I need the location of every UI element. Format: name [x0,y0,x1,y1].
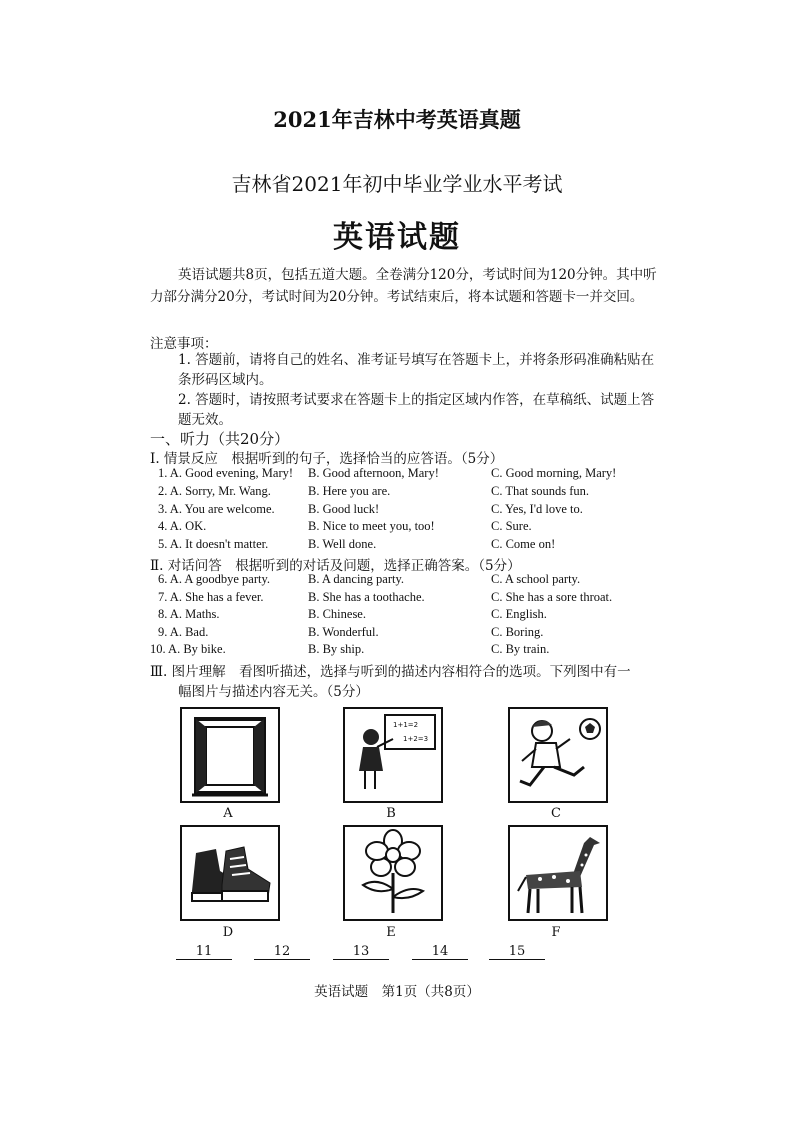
picture-label: E [386,925,396,940]
question-option: B. Wonderful. [308,625,379,639]
notice-item: 1. 答题前，请将自己的姓名、准考证号填写在答题卡上，并将条形码准确粘贴在条形码区域内。 [178,352,655,388]
part3-heading-cont: 幅图片与描述内容无关。（5分） [178,684,369,700]
paper-title: 英语试题 [333,220,461,255]
intro-paragraph: 英语试题共8页，包括五道大题。全卷满分120分，考试时间为120分钟。其中听力部分满分20分，考试时间为20分钟。考试结束后，将本试题和答题卡一并交回。 [150,267,657,305]
question-option: B. A dancing party. [308,572,405,586]
picture-e [343,825,443,921]
question-option: C. Boring. [491,625,544,639]
picture-d [180,825,280,921]
question-option: B. Here you are. [308,484,391,498]
question-option: 7. A. She has a fever. [158,590,264,604]
soccer-boy-icon [510,709,606,801]
question-option: B. By ship. [308,642,365,656]
question-option: B. Good afternoon, Mary! [308,466,439,480]
picture-label: C [551,806,561,821]
sneakers-icon [182,827,278,919]
question-option: 2. A. Sorry, Mr. Wang. [158,484,271,498]
flower-icon [345,827,441,919]
question-option: 5. A. It doesn't matter. [158,537,269,551]
question-option: B. She has a toothache. [308,590,425,604]
giraffe-icon [510,827,606,919]
question-option: 9. A. Bad. [158,625,209,639]
question-option: 6. A. A goodbye party. [158,572,271,586]
picture-a [180,707,280,803]
part1-heading: Ⅰ. 情景反应 根据听到的句子，选择恰当的应答语。（5分） [150,451,504,467]
picture-label: F [551,925,561,940]
picture-label: B [386,806,396,821]
notice-item: 2. 答题时，请按照考试要求在答题卡上的指定区域内作答，在草稿纸、试题上答题无效。 [178,392,655,428]
board-equation: 1+1=2 [393,721,419,729]
board-equation: 1+2=3 [403,735,429,743]
document-title: 2021年吉林中考英语真题 [273,107,521,132]
question-option: C. Sure. [491,519,532,533]
notice-label: 注意事项： [150,336,218,352]
question-option: C. By train. [491,642,550,656]
question-option: B. Nice to meet you, too! [308,519,435,533]
answer-blank: 11 [176,944,232,960]
question-option: C. Yes, I'd love to. [491,502,583,516]
window-icon [182,709,278,801]
question-option: 1. A. Good evening, Mary! [158,466,294,480]
part3-heading: Ⅲ. 图片理解 看图听描述，选择与听到的描述内容相符合的选项。下列图中有一 [150,664,631,680]
question-option: C. English. [491,607,547,621]
question-option: C. Good morning, Mary! [491,466,617,480]
question-option: C. Come on! [491,537,556,551]
question-option: B. Well done. [308,537,377,551]
part2-heading: Ⅱ. 对话问答 根据听到的对话及问题，选择正确答案。（5分） [150,558,521,574]
picture-label: A [223,806,233,821]
question-option: 4. A. OK. [158,519,207,533]
answer-blank: 14 [412,944,468,960]
picture-f [508,825,608,921]
picture-label: D [222,925,234,940]
question-option: 3. A. You are welcome. [158,502,275,516]
question-option: C. That sounds fun. [491,484,590,498]
question-option: C. A school party. [491,572,581,586]
answer-blank: 15 [489,944,545,960]
page-footer: 英语试题 第1页（共8页） [314,984,480,1000]
teacher-icon [345,709,441,801]
question-option: B. Good luck! [308,502,380,516]
picture-c [508,707,608,803]
question-option: B. Chinese. [308,607,366,621]
exam-name: 吉林省2021年初中毕业学业水平考试 [231,172,563,196]
answer-blank: 12 [254,944,310,960]
question-option: 8. A. Maths. [158,607,220,621]
question-option: C. She has a sore throat. [491,590,613,604]
question-option: 10. A. By bike. [150,642,226,656]
section-title: 一、听力（共20分） [150,430,290,448]
picture-b [343,707,443,803]
answer-blank: 13 [333,944,389,960]
